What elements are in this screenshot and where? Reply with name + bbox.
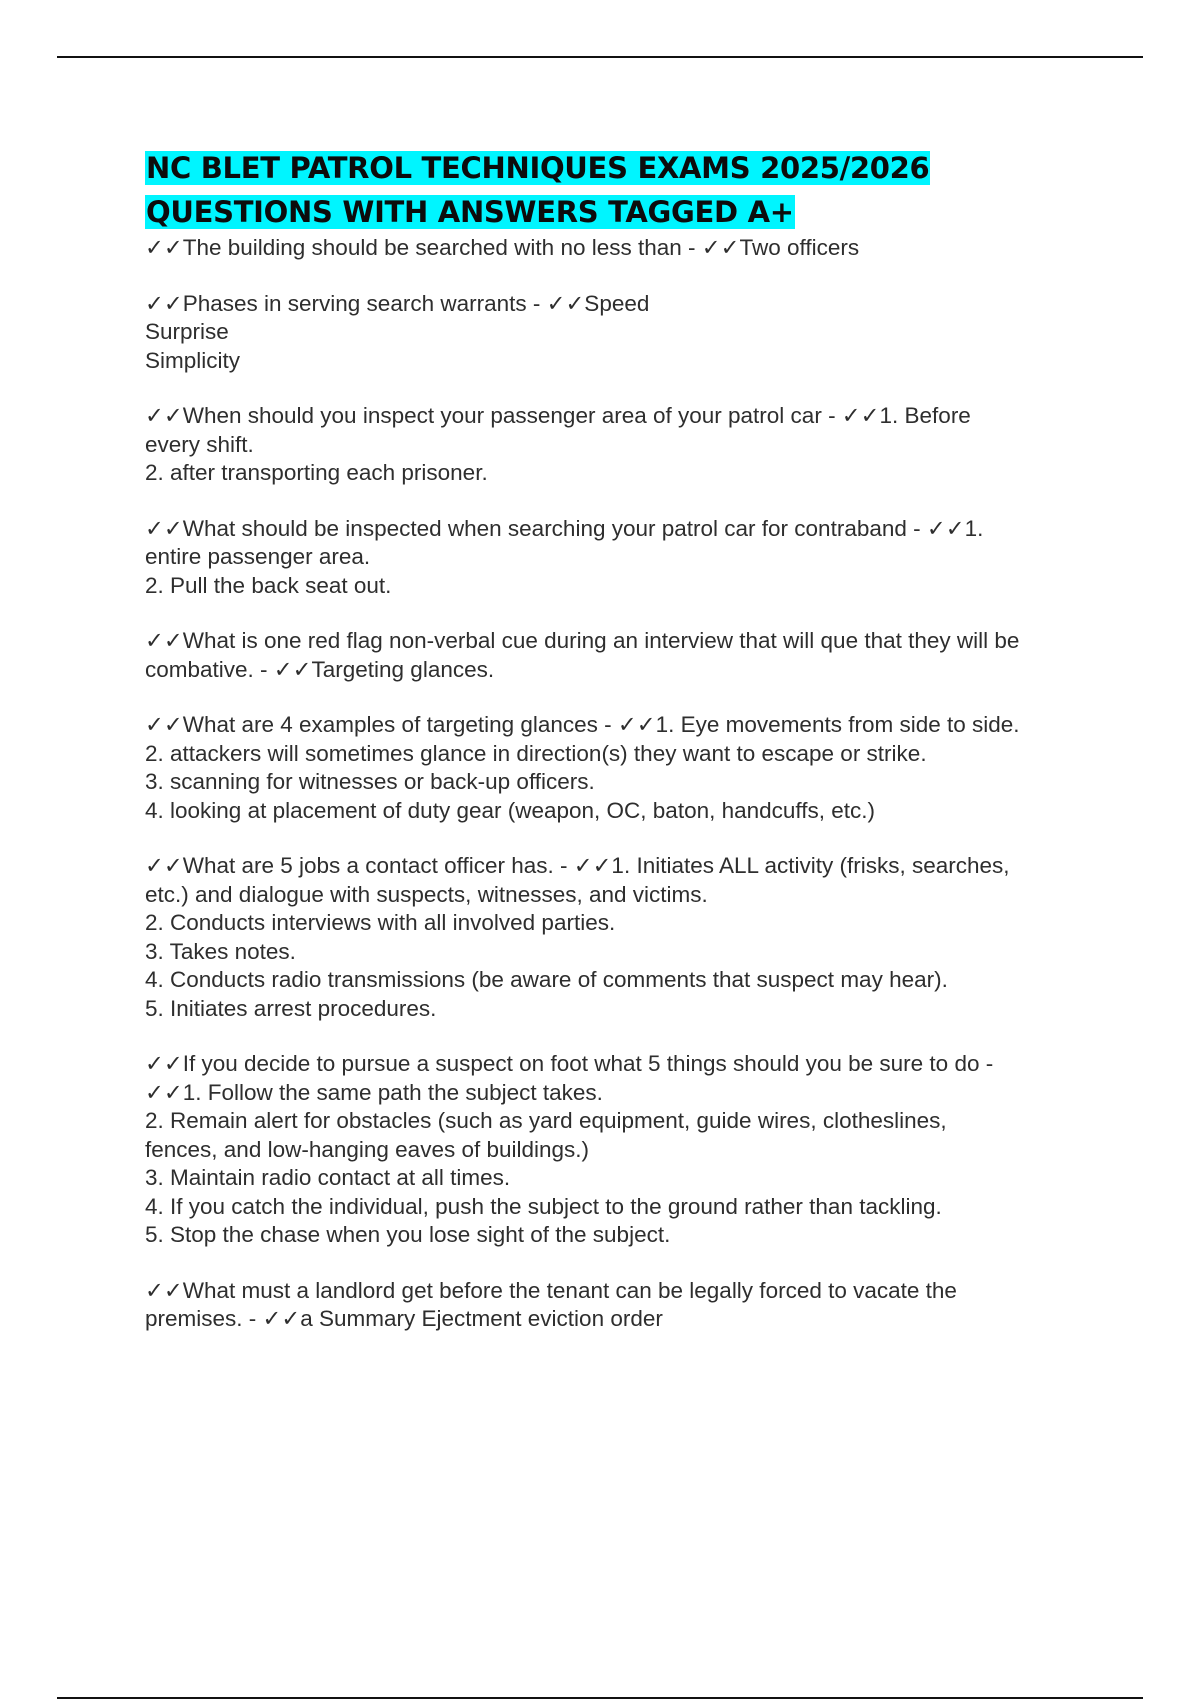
qa-entry bbox=[145, 711, 1090, 825]
qa-line: ✓✓If you decide to pursue a suspect on foot what 5 things should you be sure to do - bbox=[145, 1051, 994, 1076]
qa-entry bbox=[145, 852, 1090, 1023]
title-line-1: NC BLET PATROL TECHNIQUES EXAMS 2025/2026 bbox=[146, 151, 930, 185]
qa-line: 2. Remain alert for obstacles (such as yard equipment, guide wires, clotheslines, bbox=[145, 1108, 947, 1133]
qa-line: 2. after transporting each prisoner. bbox=[145, 460, 488, 485]
bottom-rule bbox=[57, 1697, 1143, 1699]
qa-line: ✓✓Phases in serving search warrants - ✓✓Speed bbox=[145, 290, 650, 316]
qa-line: ✓✓1. Follow the same path the subject takes. bbox=[145, 1079, 603, 1105]
qa-entry bbox=[145, 234, 1090, 263]
qa-line: 4. Conducts radio transmissions (be aware of comments that suspect may hear). bbox=[145, 967, 948, 992]
qa-line: 4. looking at placement of duty gear (weapon, OC, baton, handcuffs, etc.) bbox=[145, 797, 876, 823]
qa-entry bbox=[145, 515, 1090, 601]
qa-line: every shift. bbox=[145, 431, 254, 457]
qa-line: ✓✓When should you inspect your passenger area of your patrol car - ✓✓1. Before bbox=[145, 403, 971, 428]
qa-line: fences, and low-hanging eaves of buildings.) bbox=[145, 1136, 590, 1162]
qa-entry bbox=[145, 627, 1090, 684]
qa-line: Simplicity bbox=[145, 347, 241, 373]
qa-line: combative. - ✓✓Targeting glances. bbox=[145, 656, 495, 682]
qa-entry bbox=[145, 1277, 1090, 1334]
qa-line: 3. Takes notes. bbox=[145, 938, 296, 964]
qa-line: ✓✓What must a landlord get before the tenant can be legally forced to vacate the bbox=[145, 1277, 957, 1303]
qa-entry bbox=[145, 402, 1090, 488]
qa-line: 5. Initiates arrest procedures. bbox=[145, 995, 437, 1021]
document-title bbox=[145, 146, 1090, 234]
qa-line: 4. If you catch the individual, push the subject to the ground rather than tackling. bbox=[145, 1193, 942, 1219]
qa-line: ✓✓What are 4 examples of targeting glances - ✓✓1. Eye movements from side to side. bbox=[145, 712, 1020, 737]
qa-line: premises. - ✓✓a Summary Ejectment eviction order bbox=[145, 1306, 663, 1331]
document-body bbox=[145, 146, 1090, 1361]
qa-entry bbox=[145, 1050, 1090, 1250]
qa-line: 2. Pull the back seat out. bbox=[145, 572, 392, 598]
qa-list bbox=[145, 234, 1090, 1334]
qa-line: Surprise bbox=[145, 319, 229, 344]
qa-line: 2. Conducts interviews with all involved parties. bbox=[145, 910, 616, 935]
qa-line: entire passenger area. bbox=[145, 544, 371, 569]
qa-line: ✓✓What are 5 jobs a contact officer has. - ✓✓1. Initiates ALL activity (frisks, searches, bbox=[145, 853, 1010, 878]
qa-line: 3. scanning for witnesses or back-up officers. bbox=[145, 769, 595, 794]
qa-line: ✓✓What should be inspected when searching your patrol car for contraband - ✓✓1. bbox=[145, 515, 984, 541]
qa-line: ✓✓What is one red flag non-verbal cue during an interview that will que that they will be bbox=[145, 628, 1020, 653]
top-rule bbox=[57, 56, 1143, 58]
qa-line: 3. Maintain radio contact at all times. bbox=[145, 1165, 511, 1190]
qa-line: 2. attackers will sometimes glance in direction(s) they want to escape or strike. bbox=[145, 740, 927, 766]
qa-line: etc.) and dialogue with suspects, witnesses, and victims. bbox=[145, 881, 708, 907]
qa-line: 5. Stop the chase when you lose sight of the subject. bbox=[145, 1222, 671, 1247]
qa-entry bbox=[145, 290, 1090, 376]
qa-line: ✓✓The building should be searched with no less than - ✓✓Two officers bbox=[145, 235, 860, 260]
title-line-2: QUESTIONS WITH ANSWERS TAGGED A+ bbox=[146, 195, 794, 229]
